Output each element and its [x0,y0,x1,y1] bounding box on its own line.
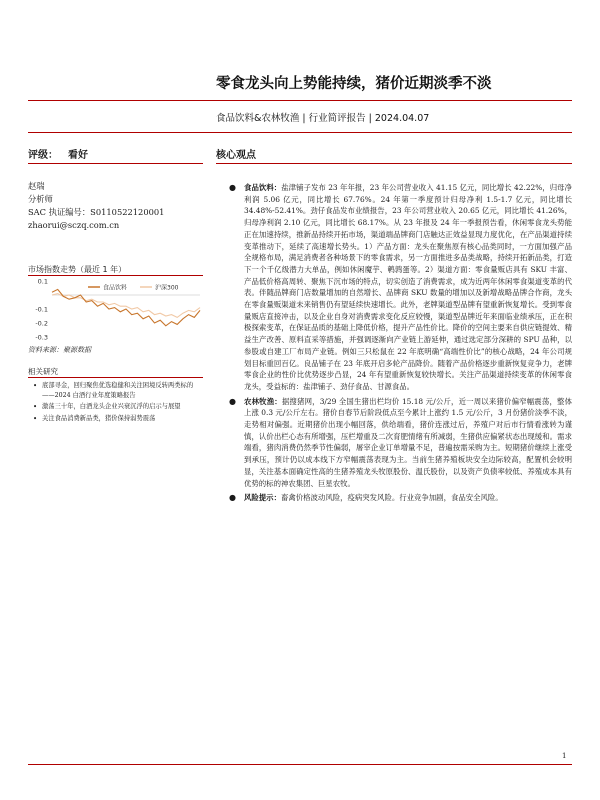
bullet-icon: • [33,382,38,390]
title-divider [28,100,572,101]
bullet-food-beverage [228,182,572,393]
bullet-text: 盐津铺子发布 23 年年报，23 年公司营业收入 41.15 亿元，同比增长 42.22%，归母净利润 5.06 亿元，同比增长 67.76%。24 年第一季度预计归母净利 1.5-1.7 亿元，同比增长 34.48%-52.41%。劲仔食品发布业绩报告，23 年公司营业收入 20.65 亿元，同比增长 41.26%，归母净利润 2.10 亿元，同比增长 68.17%。从 23 年报及 24 年一季报预告看，休闲零食龙头势能正在加速持续，推新品持续开拓市场，渠道端品牌商门店触达正效益显现力度优化，在产品渠道持续变革推动下，延续了高速增长势头。1）产品方面：龙头在聚焦原有核心品类同时，一方面加强产品全规格布局，满足消费者各种场景下的零食需求，另一方面推进多品类战略，持续开拓新品类，打造下一个千亿级潜力大单品，例如休闲魔芋、鹌鹑蛋等。2）渠道方面：零食量贩店具有 SKU 丰富、产品低价格高周转、聚焦下沉市场的特点，切实创造了消费需求，成为近两年休闲零食渠道变革的代表。伴随品牌商门店数量增加的自然增长、品牌商 SKU 数量的增加以及新增战略品牌合作商，龙头在零食量贩渠道未来销售仍有望延续快速增长。此外，老牌渠道型品牌有望重新恢复增长。受到零食量贩店直接冲击，以及企业自身对消费需求变化反应较慢，渠道型品牌近年来面临业绩承压，正在积极探索变革，在保证品质的基础上降低价格，提升产品性价比。降价的空间主要来自供应链提效、精益生产改善、原料直采等措施，并强调逐渐向产业链上游延伸，通过选定部分深耕的 SPU 品种，以参股或自建工厂布局产业链。例如三只松鼠在 22 年底明确“高端性价比”的核心战略，24 年公司规划目标重回百亿。良品铺子在 23 年底开启多轮产品降价。随着产品价格逐步重新恢复竞争力，老牌零食企业的性价比优势逐步凸显，24 年有望重新恢复较快增长。关注产品渠道持续变革的休闲零食龙头，受益标的：盐津铺子、劲仔食品、甘源食品。 [244,183,572,391]
core-views-list [228,182,572,507]
bullet-icon: • [33,403,38,412]
chart-source: 资料来源：聚源数据 [28,346,91,354]
bullet-icon: • [33,414,38,423]
series-line-hs300 [52,294,200,318]
bullet-icon: ● [229,396,236,406]
related-research-title: 相关研究 [28,367,58,376]
analyst-name: 赵瑞 [28,181,45,191]
related-item[interactable]: • 底部寻金，回归聚焦优选稳健和关注困境反转两类标的——2024 白酒行业年度策略报告 [33,382,194,400]
related-research-list [28,381,202,425]
bullet-text: 畜禽价格波动风险，疫病突发风险。行业竞争加剧，食品安全风险。 [280,493,503,503]
analyst-info [28,180,164,232]
bullet-label: 农林牧渔： [244,396,282,406]
bullet-icon: ● [229,493,236,503]
analyst-role: 分析师 [28,194,53,204]
related-item[interactable]: • 关注食品消费新品类，猪价保持弱势震荡 [33,414,156,423]
legend-label: 食品饮料 [103,284,128,292]
y-tick-label: -0.2 [35,319,48,328]
bullet-label: 食品饮料： [244,183,282,192]
bullet-agriculture [228,396,572,490]
core-divider [216,163,572,164]
bullet-label: 风险提示： [244,493,281,503]
core-views-heading: 核心观点 [216,150,256,161]
page-title: 零食龙头向上势能持续，猪价近期淡季不淡 [216,76,492,92]
related-divider [28,377,203,378]
y-tick-label: -0.3 [35,333,48,341]
subtitle-divider [28,132,572,133]
rating-value: 看好 [68,150,88,161]
analyst-email[interactable]: zhaorui@sczq.com.cn [28,220,120,230]
bullet-risk [228,492,572,504]
analyst-license: SAC 执证编号：S0110522120001 [28,207,165,217]
chart-divider [28,275,203,276]
report-subtitle: 食品饮料&农林牧渔 | 行业简评报告 | 2024.04.07 [216,113,430,124]
y-tick-label: 0.1 [37,277,48,286]
rating-divider [28,163,203,164]
footer-divider [28,764,572,765]
legend-label: 沪深300 [155,284,179,292]
y-tick-label: -0.1 [35,305,48,314]
rating-block [28,146,88,161]
chart-title: 市场指数走势（最近 1 年） [28,265,127,274]
bullet-icon: ● [229,183,236,192]
market-index-chart [28,277,204,341]
related-item[interactable]: • 激荡三十年，白酒龙头企业兴衰沉浮的启示与展望 [33,403,181,412]
rating-label: 评级： [28,150,58,161]
page-number: 1 [562,752,567,760]
bullet-text: 据搜猪网，3/29 全国生猪出栏均价 15.18 元/公斤，近一周以来猪价偏窄幅震荡，整体上涨 0.3 元/公斤左右。猪价自春节后阶段低点至今累计上涨约 1.5 元/公斤，3 月份猪价淡季不淡，走势相对偏强。近期猪价出现小幅回落，供给端看，猪价连涨过后，养殖户对后市行情看涨转为谨慎，认价出栏心态有所增强，压栏增重及二次育肥情绪有所减弱，生猪供应偏紧状态出现缓和。需求端看，猪肉消费仍然季节性偏弱，屠宰企业订单增量不足，普遍按需采购为主。短期猪价继续上涨受到承压，预计仍以成本线下方窄幅震荡表现为主。当前生猪养殖板块安全边际较高，配置机会较明显，关注基本面确定性高的生猪养殖龙头牧原股份、温氏股份，以及资产负债率较低、养殖成本具有优势的标的神农集团、巨星农牧。 [244,396,572,488]
